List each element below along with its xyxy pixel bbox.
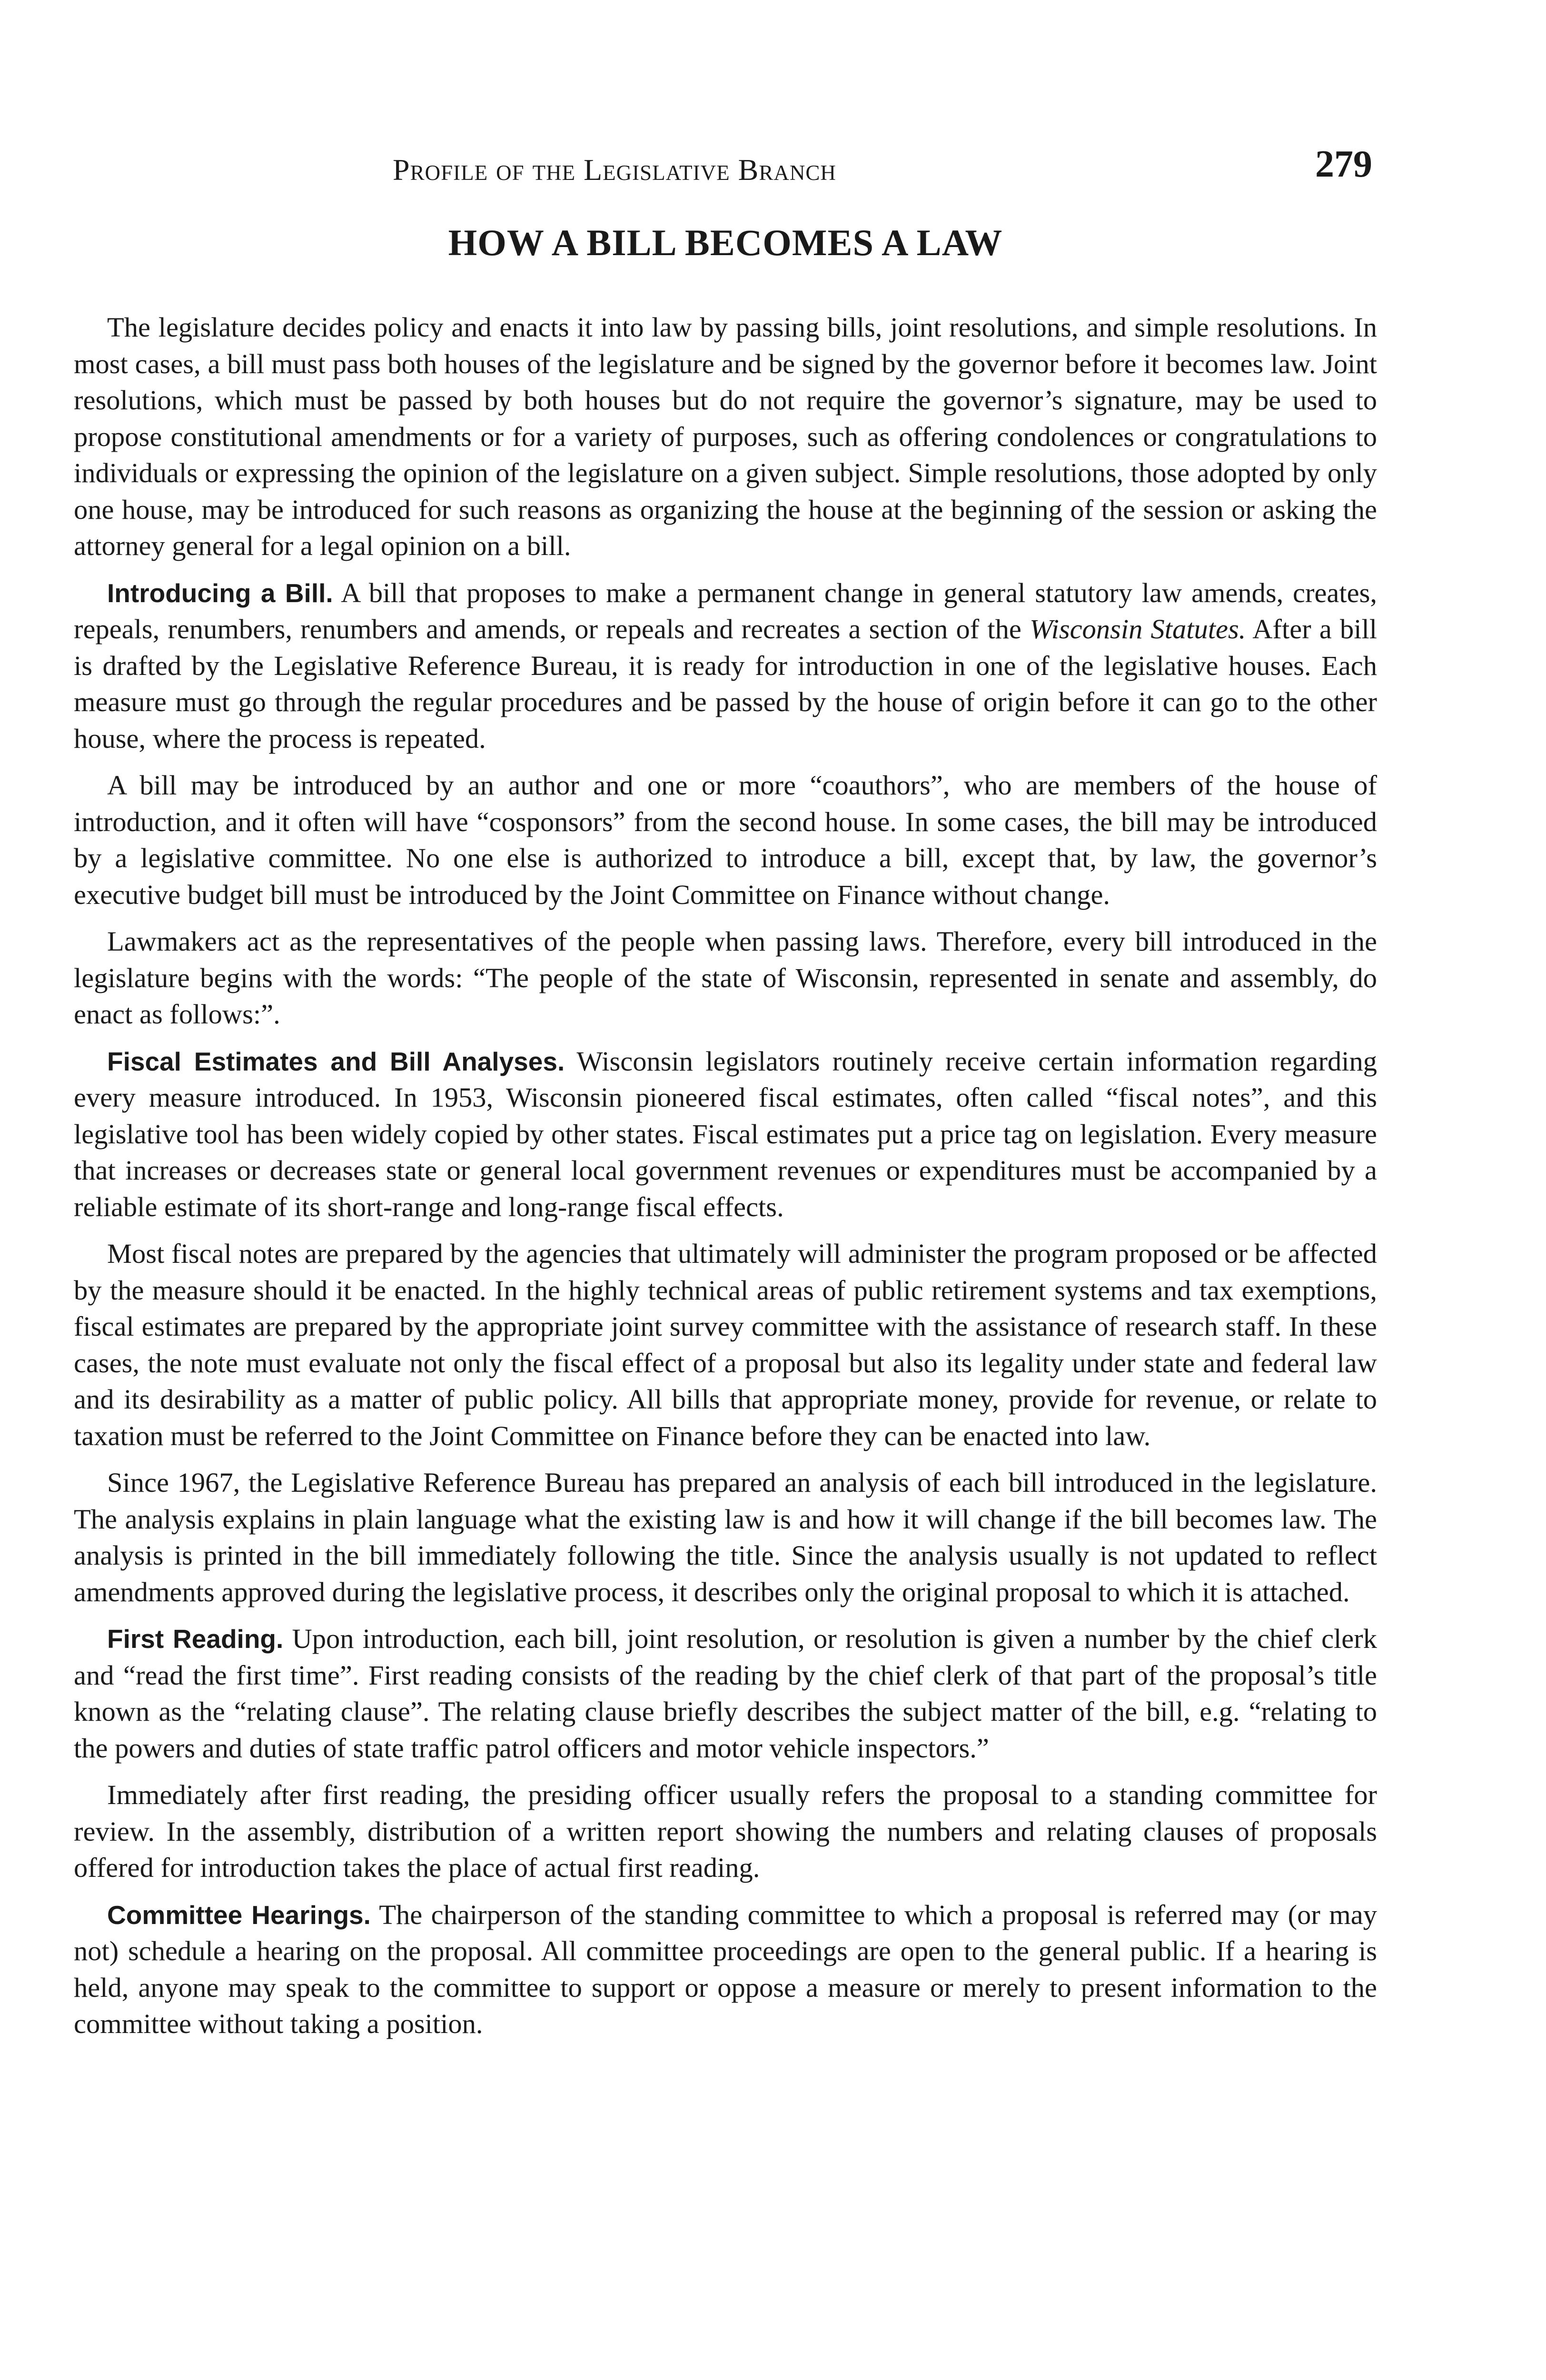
fiscal-notes-paragraph: Most fiscal notes are prepared by the agencies that ultimately will administer the program proposed or be affected by the measure should it be enacted. In the highly technical areas of public retirement systems and tax exemptions, fiscal estimates are prepared by the appropriate joint survey committee with the assistance of research staff. In these cases, the note must evaluate not only the fiscal effect of a proposal but also its legality under state and federal law and its desirability as a matter of public policy. All bills that appropriate money, provide for revenue, or relate to taxation must be referred to the Joint Committee on Finance before they can be enacted into law. bbox=[74, 1238, 1377, 1451]
fiscal-estimates-paragraph bbox=[74, 1043, 1377, 1226]
paragraph-text: A bill that proposes to make a permanent change in general statutory law amends, creates, repeals, renumbers, renumbers and amends, or repeals and recreates a section of the bbox=[74, 577, 1377, 645]
page-number: 279 bbox=[1315, 143, 1372, 185]
document-page bbox=[74, 143, 1377, 2053]
first-reading-heading: First Reading. bbox=[107, 1624, 284, 1654]
paragraph-text: Wisconsin legislators routinely receive certain information regarding every measure introduced. In 1953, Wisconsin pioneered fiscal estimates, often called “fiscal notes”, and this legislative tool has been widely copied by other states. Fiscal estimates put a price tag on legislation. Every measure that increases or decreases state or general local government revenues or expenditures must be accompanied by a reliable estimate of its short-range and long-range fiscal effects. bbox=[74, 1045, 1377, 1222]
bill-analysis-paragraph: Since 1967, the Legislative Reference Bureau has prepared an analysis of each bill introduced in the legislature. The analysis explains in plain language what the existing law is and how it will change if the bill becomes law. The analysis is printed in the bill immediately following the title. Since the analysis usually is not updated to reflect amendments approved during the legislative process, it describes only the original proposal to which it is attached. bbox=[74, 1467, 1377, 1607]
paragraph-text: After a bill is drafted by the Legislative Reference Bureau, it is ready for introduction in one of the legislative houses. Each measure must go through the regular procedures and be passed by the house of origin before it can go to the other house, where the process is repeated. bbox=[74, 614, 1377, 754]
paragraph-text: Upon introduction, each bill, joint resolution, or resolution is given a number by the chief clerk and “read the first time”. First reading consists of the reading by the chief clerk of that part of the proposal’s title known as the “relating clause”. The relating clause briefly describes the subject matter of the bill, e.g. “relating to the powers and duties of state traffic patrol officers and motor vehicle inspectors.” bbox=[74, 1623, 1377, 1764]
introducing-a-bill-heading: Introducing a Bill. bbox=[107, 578, 333, 608]
committee-hearings-heading: Committee Hearings. bbox=[107, 1900, 371, 1930]
paragraph-text: The chairperson of the standing committee to which a proposal is referred may (or may not) schedule a hearing on the proposal. All committee proceedings are open to the general public. If a hearing is held, anyone may speak to the committee to support or oppose a measure or merely to present information to the committee without taking a position. bbox=[74, 1899, 1377, 2039]
statutes-title: Wisconsin Statutes. bbox=[1030, 614, 1246, 645]
section-title: HOW A BILL BECOMES A LAW bbox=[448, 222, 1003, 263]
committee-hearings-paragraph bbox=[74, 1897, 1377, 2043]
first-reading-paragraph bbox=[74, 1621, 1377, 1766]
introducing-a-bill-paragraph bbox=[74, 575, 1377, 757]
fiscal-estimates-heading: Fiscal Estimates and Bill Analyses. bbox=[107, 1046, 565, 1076]
running-header bbox=[74, 143, 1377, 195]
coauthors-paragraph: A bill may be introduced by an author and one or more “coauthors”, who are members of the house of introduction, and it often will have “cosponsors” from the second house. In some cases, the bill may be introduced by a legislative committee. No one else is authorized to introduce a bill, except that, by law, the governor’s executive budget bill must be introduced by the Joint Committee on Finance without change. bbox=[74, 770, 1377, 910]
committee-referral-paragraph: Immediately after first reading, the presiding officer usually refers the proposal to a standing committee for review. In the assembly, distribution of a written report showing the numbers and relating clauses of proposals offered for introduction takes the place of actual first reading. bbox=[74, 1779, 1377, 1883]
running-title: Profile of the Legislative Branch bbox=[393, 153, 836, 187]
enacting-clause-paragraph: Lawmakers act as the representatives of the people when passing laws. Therefore, every bill introduced in the legislature begins with the words: “The people of the state of Wisconsin, represented in senate and assembly, do enact as follows:”. bbox=[74, 926, 1377, 1030]
intro-paragraph: The legislature decides policy and enacts it into law by passing bills, joint resolutions, and simple resolutions. In most cases, a bill must pass both houses of the legislature and be signed by the governor before it becomes law. Joint resolutions, which must be passed by both houses but do not require the governor’s signature, may be used to propose constitutional amendments or for a variety of purposes, such as offering condolences or congratulations to individuals or expressing the opinion of the legislature on a given subject. Simple resolutions, those adopted by only one house, may be introduced for such reasons as organizing the house at the beginning of the session or asking the attorney general for a legal opinion on a bill. bbox=[74, 312, 1377, 561]
